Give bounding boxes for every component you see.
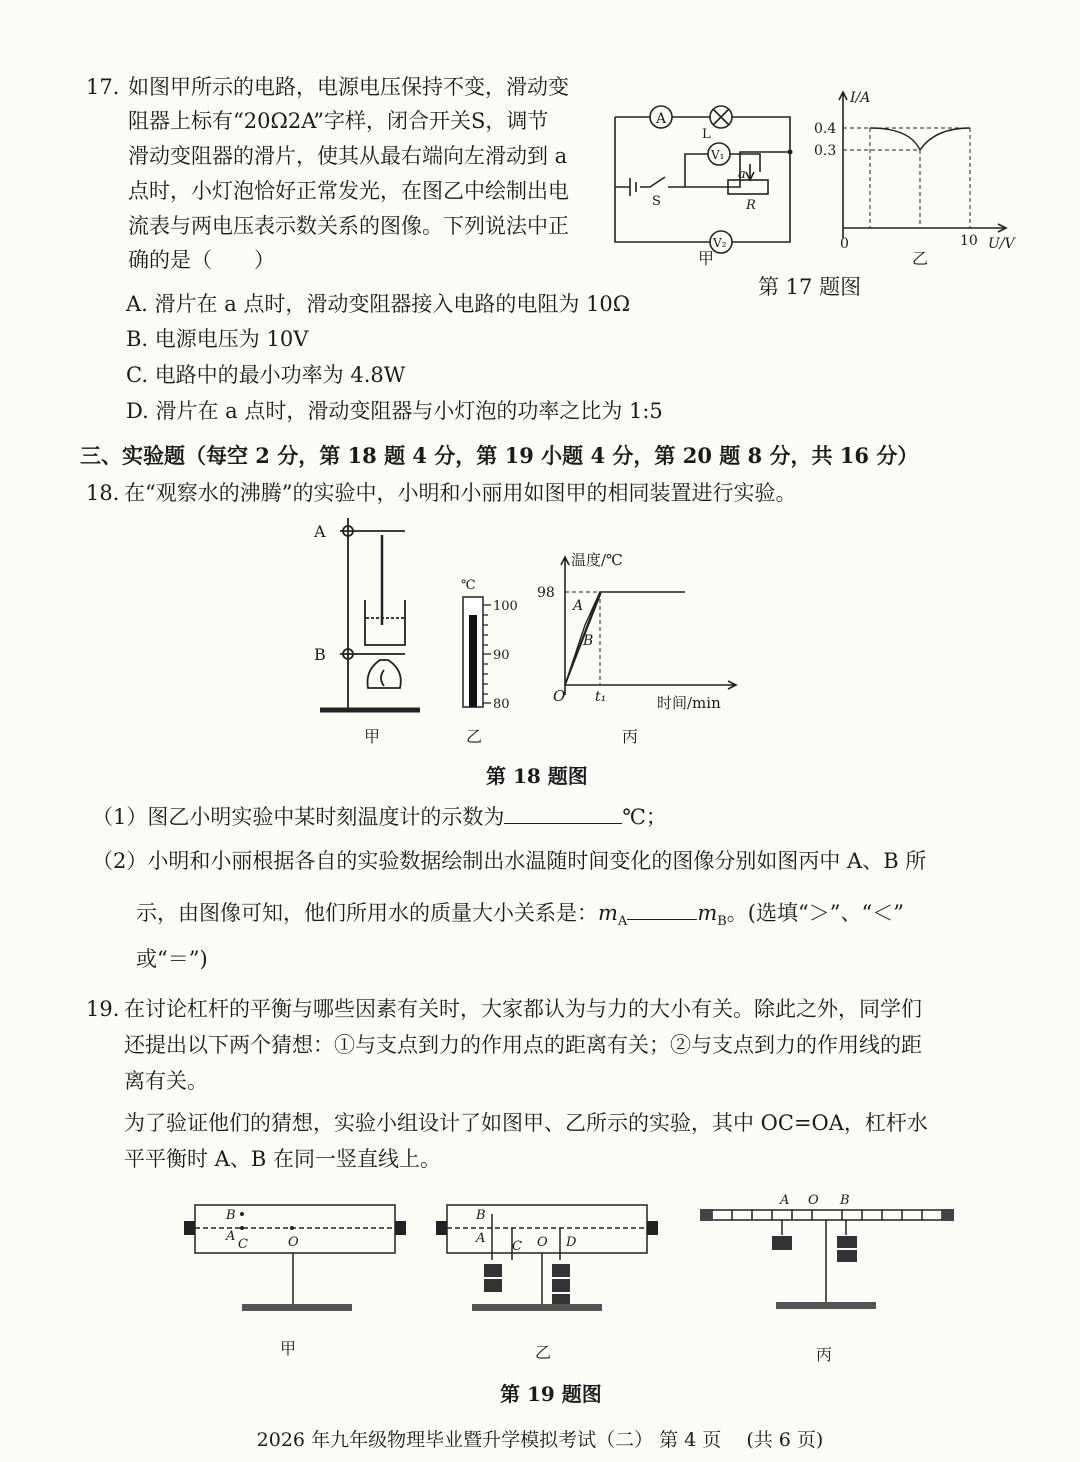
q17-number: 17. (86, 75, 120, 99)
q18-part2-line1: （2）小明和小丽根据各自的实验数据绘制出水温随时间变化的图像分别如图丙中 A、B 所 (92, 849, 927, 873)
q17-graph-figure (810, 88, 1020, 253)
svg-text:O: O (537, 1235, 548, 1250)
svg-text:90: 90 (493, 648, 510, 663)
q17-line-1: 如图甲所示的电路，电源电压保持不变，滑动变 (128, 75, 569, 99)
q18-thermometer-figure (455, 575, 525, 715)
q18-bing-label: 丙 (622, 727, 639, 746)
svg-text:B: B (226, 1208, 236, 1223)
svg-text:R: R (746, 198, 756, 213)
q19-lever-figure-jia (180, 1200, 410, 1320)
svg-text:L: L (702, 127, 711, 142)
q19-line-3: 离有关。 (124, 1069, 208, 1093)
svg-text:V₂: V₂ (713, 236, 727, 250)
svg-text:S: S (652, 194, 661, 209)
q17-option-b[interactable]: B. 电源电压为 10V (126, 327, 309, 351)
q17-option-d[interactable]: D. 滑片在 a 点时，滑动变阻器与小灯泡的功率之比为 1:5 (126, 399, 663, 423)
svg-text:时间/min: 时间/min (657, 694, 721, 712)
q19-line-2: 还提出以下两个猜想：①与支点到力的作用点的距离有关；②与支点到力的作用线的距 (124, 1033, 922, 1057)
q18-part1-blank[interactable] (504, 802, 622, 824)
svg-text:温度/℃: 温度/℃ (571, 551, 623, 569)
svg-text:A: A (314, 522, 326, 541)
q19-line-4: 为了验证他们的猜想，实验小组设计了如图甲、乙所示的实验，其中 OC=OA，杠杆水 (124, 1111, 928, 1135)
q17-option-a[interactable]: A. 滑片在 a 点时，滑动变阻器接入电路的电阻为 10Ω (126, 292, 631, 316)
q17-yi-label: 乙 (912, 249, 929, 268)
q17-jia-label: 甲 (698, 249, 715, 268)
q18-number: 18. (86, 481, 120, 505)
svg-text:A: A (476, 1231, 486, 1246)
q19-caption: 第 19 题图 (500, 1382, 602, 1406)
q17-line-3: 滑动变阻器的滑片，使其从最右端向左滑动到 a (128, 144, 568, 168)
q18-part2-line2: 示，由图像可知，他们所用水的质量大小关系是：$m_A$ $m_B$。(选填“＞”、“＜” (136, 898, 904, 937)
svg-text:℃: ℃ (461, 578, 476, 593)
svg-text:I/A: I/A (850, 90, 871, 106)
svg-text:B: B (314, 645, 326, 664)
svg-text:O: O (808, 1193, 819, 1208)
q19-line-1: 在讨论杠杆的平衡与哪些因素有关时，大家都认为与力的大小有关。除此之外，同学们 (124, 997, 922, 1021)
svg-text:98: 98 (537, 585, 555, 601)
q19-lever-figure-bing (692, 1190, 962, 1330)
svg-text:B: B (476, 1208, 486, 1223)
svg-text:B: B (583, 633, 594, 649)
q17-circuit-figure (610, 92, 810, 272)
q17-line-4: 点时，小灯泡恰好正常发光，在图乙中绘制出电 (128, 179, 569, 203)
q17-line-2: 阻器上标有“20Ω2A”字样，闭合开关S，调节 (128, 109, 549, 133)
q18-part2-blank[interactable] (627, 898, 697, 920)
page-footer: 2026 年九年级物理毕业暨升学模拟考试（二） 第 4 页 (共 6 页) (256, 1429, 824, 1451)
q17-caption: 第 17 题图 (758, 275, 862, 299)
q17-option-c[interactable]: C. 电路中的最小功率为 4.8W (126, 363, 406, 387)
q18-part1: （1）图乙小明实验中某时刻温度计的示数为 ℃； (92, 802, 667, 832)
q17-line-6: 确的是（ ） (128, 248, 275, 272)
svg-text:100: 100 (493, 599, 518, 614)
svg-text:C: C (512, 1239, 522, 1254)
svg-text:10: 10 (960, 233, 978, 249)
svg-text:t₁: t₁ (595, 689, 607, 705)
q18-part2-line3: 或“＝”) (136, 947, 208, 971)
q18-apparatus-figure (310, 510, 440, 720)
q18-jia-label: 甲 (364, 727, 381, 746)
svg-text:O: O (288, 1235, 299, 1250)
svg-text:U/V: U/V (988, 236, 1015, 252)
q19-yi-label: 乙 (535, 1343, 552, 1362)
q18-yi-label: 乙 (466, 727, 483, 746)
q19-jia-label: 甲 (280, 1339, 297, 1358)
q19-bing-label: 丙 (816, 1345, 833, 1364)
q17-line-5: 流表与两电压表示数关系的图像。下列说法中正 (128, 214, 569, 238)
svg-text:A: A (780, 1193, 790, 1208)
svg-text:80: 80 (493, 697, 510, 712)
svg-text:0: 0 (840, 236, 849, 252)
svg-text:C: C (238, 1237, 248, 1252)
q18-caption: 第 18 题图 (486, 764, 588, 788)
svg-text:A: A (573, 598, 584, 614)
svg-text:0.3: 0.3 (814, 143, 837, 159)
q19-line-5: 平平衡时 A、B 在同一竖直线上。 (124, 1147, 441, 1171)
svg-text:O: O (553, 687, 566, 705)
q19-lever-figure-yi (432, 1200, 662, 1320)
q19-number: 19. (86, 997, 120, 1021)
svg-text:B: B (840, 1193, 850, 1208)
svg-text:A: A (226, 1229, 236, 1244)
q18-temperature-graph (537, 545, 745, 715)
svg-text:V₁: V₁ (711, 148, 725, 162)
svg-text:A: A (656, 111, 667, 127)
q18-stem: 在“观察水的沸腾”的实验中，小明和小丽用如图甲的相同装置进行实验。 (124, 481, 797, 505)
section-3-heading: 三、实验题（每空 2 分，第 18 题 4 分，第 19 小题 4 分，第 20 题 8 分，共 16 分） (80, 443, 919, 468)
svg-text:a: a (738, 167, 746, 182)
svg-text:0.4: 0.4 (814, 121, 837, 137)
svg-text:D: D (566, 1235, 577, 1250)
